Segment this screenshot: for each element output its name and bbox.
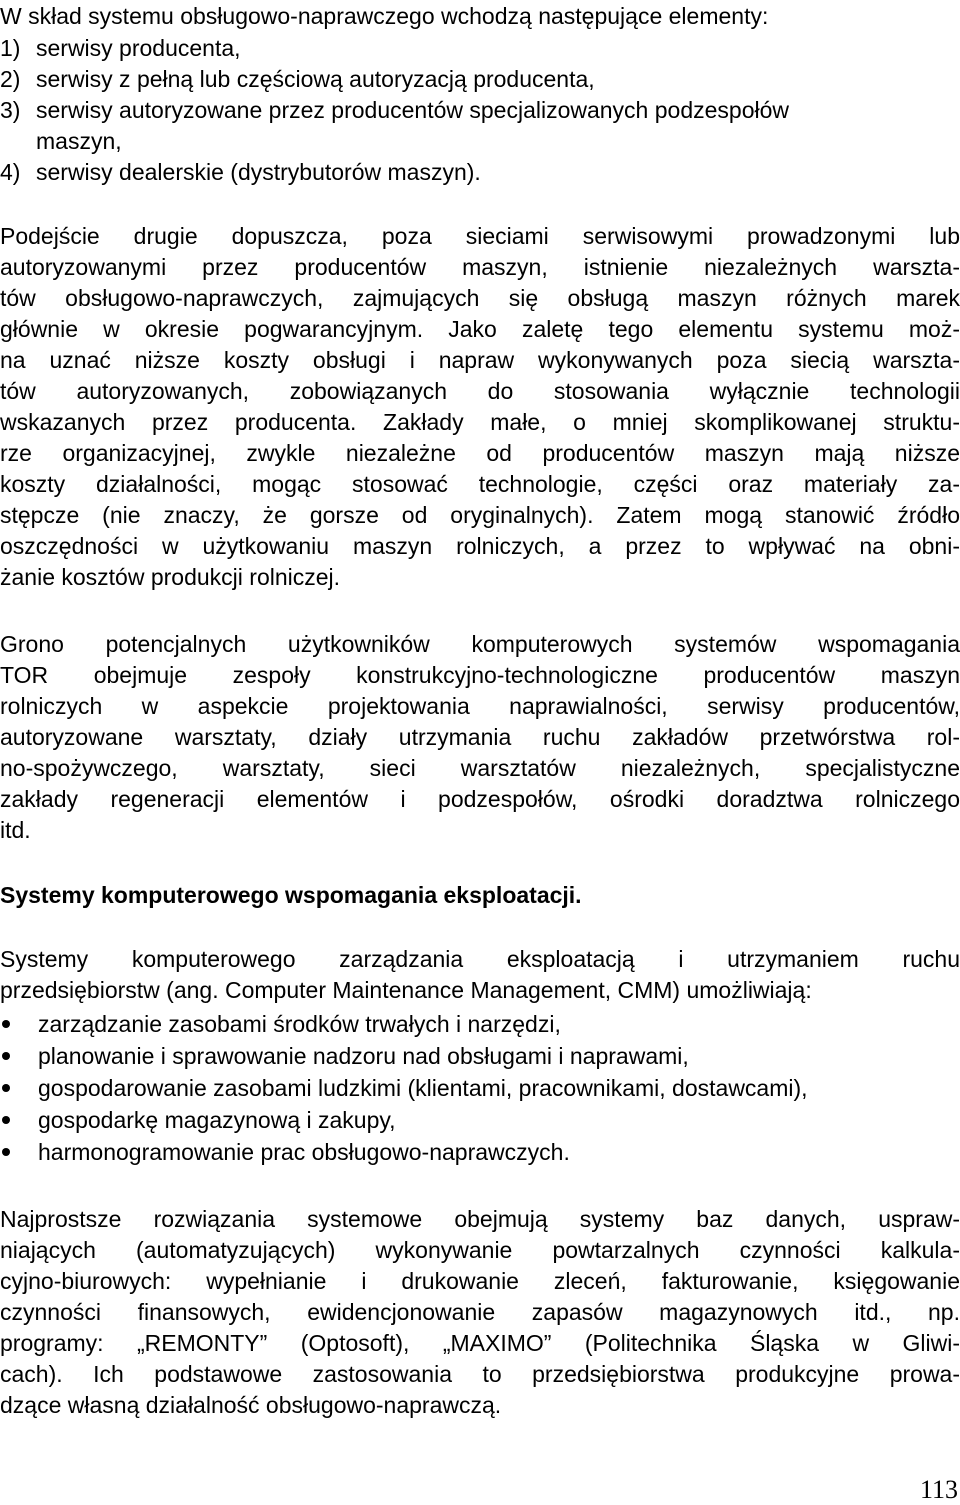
paragraph-line: TOR obejmuje zespoły konstrukcyjno-technologiczne producentów maszyn <box>0 662 960 688</box>
paragraph-line: żanie kosztów produkcji rolniczej. <box>0 564 341 590</box>
paragraph-line: przedsiębiorstw (ang. Computer Maintenance Management, CMM) umożliwiają: <box>0 977 812 1003</box>
paragraph-line: wskazanych przez producenta. Zakłady małe, o mniej skomplikowanej struktu- <box>0 409 960 435</box>
list-item-number: 1) <box>0 35 21 61</box>
list-item-text: serwisy z pełną lub częściową autoryzacją producenta, <box>36 66 595 92</box>
page-number: 113 <box>919 1475 958 1504</box>
paragraph-line: cyjno-biurowych: wypełnianie i drukowanie zleceń, fakturowanie, księgowanie <box>0 1268 960 1294</box>
bullet-text: zarządzanie zasobami środków trwałych i narzędzi, <box>38 1011 561 1037</box>
bullet-item <box>0 1138 960 1166</box>
bullet-text: harmonogramowanie prac obsługowo-naprawczych. <box>38 1139 570 1165</box>
list-item-continuation <box>36 127 122 155</box>
paragraph-line: tów obsługowo-naprawczych, zajmujących się obsługą maszyn różnych marek <box>0 285 960 311</box>
list-item-text: serwisy dealerskie (dystrybutorów maszyn). <box>36 159 481 185</box>
paragraph-line: Systemy komputerowego zarządzania eksploatacją i utrzymaniem ruchu <box>0 946 960 972</box>
paragraph-line: cach). Ich podstawowe zastosowania to przedsiębiorstwa produkcyjne prowa- <box>0 1361 960 1387</box>
paragraph-line: Podejście drugie dopuszcza, poza sieciami serwisowymi prowadzonymi lub <box>0 223 960 249</box>
paragraph-line: stępcze (nie znaczy, że gorsze od oryginalnych). Zatem mogą stanowić źródło <box>0 502 960 528</box>
bullet-icon <box>2 1116 10 1124</box>
list-item <box>0 158 481 186</box>
list-item-text: serwisy producenta, <box>36 35 241 61</box>
bullet-text: gospodarkę magazynową i zakupy, <box>38 1107 396 1133</box>
paragraph-line: Grono potencjalnych użytkowników komputerowych systemów wspomagania <box>0 631 960 657</box>
paragraph-line: koszty działalności, mogąc stosować technologie, części oraz materiały za- <box>0 471 960 497</box>
paragraph-line: oszczędności w użytkowaniu maszyn rolniczych, a przez to wpływać na obni- <box>0 533 960 559</box>
paragraph-line: czynności finansowych, ewidencjonowanie zapasów magazynowych itd., np. <box>0 1299 960 1325</box>
paragraph-line: autoryzowane warsztaty, działy utrzymania ruchu zakładów przetwórstwa rol- <box>0 724 960 750</box>
paragraph-line: no-spożywczego, warsztaty, sieci warsztatów niezależnych, specjalistyczne <box>0 755 960 781</box>
paragraph-line: zakłady regeneracji elementów i podzespołów, ośrodki doradztwa rolniczego <box>0 786 960 812</box>
bullet-item <box>0 1042 960 1070</box>
list-item-text: serwisy autoryzowane przez producentów specjalizowanych podzespołów <box>36 97 790 123</box>
paragraph-line: itd. <box>0 817 31 843</box>
bullet-icon <box>2 1020 10 1028</box>
list-item <box>0 34 241 62</box>
list-item <box>0 96 790 124</box>
bullet-item <box>0 1010 960 1038</box>
bullet-icon <box>2 1084 10 1092</box>
paragraph-line: dzące własną działalność obsługowo-naprawczą. <box>0 1392 502 1418</box>
bullet-text: planowanie i sprawowanie nadzoru nad obsługami i naprawami, <box>38 1043 689 1069</box>
list-item-number: 4) <box>0 159 21 185</box>
list-intro: W skład systemu obsługowo-naprawczego wchodzą następujące elementy: <box>0 3 769 29</box>
bullet-item <box>0 1106 960 1134</box>
list-item-number: 3) <box>0 97 21 123</box>
bullet-icon <box>2 1148 10 1156</box>
section-heading: Systemy komputerowego wspomagania eksploatacji. <box>0 882 582 908</box>
paragraph-line: Najprostsze rozwiązania systemowe obejmują systemy baz danych, uspraw- <box>0 1206 960 1232</box>
paragraph-line: niających (automatyzujących) wykonywanie powtarzalnych czynności kalkula- <box>0 1237 960 1263</box>
list-item-text: maszyn, <box>36 128 122 154</box>
list-item-number: 2) <box>0 66 21 92</box>
paragraph-line: autoryzowanymi przez producentów maszyn, istnienie niezależnych warszta- <box>0 254 960 280</box>
paragraph-line: tów autoryzowanych, zobowiązanych do stosowania wyłącznie technologii <box>0 378 960 404</box>
paragraph-line: rze organizacyjnej, zwykle niezależne od producentów maszyn mają niższe <box>0 440 960 466</box>
bullet-text: gospodarowanie zasobami ludzkimi (klientami, pracownikami, dostawcami), <box>38 1075 808 1101</box>
bullet-icon <box>2 1052 10 1060</box>
paragraph-line: rolniczych w aspekcie projektowania naprawialności, serwisy producentów, <box>0 693 960 719</box>
paragraph-line: na uznać niższe koszty obsługi i napraw wykonywanych poza siecią warszta- <box>0 347 960 373</box>
paragraph-line: programy: „REMONTY” (Optosoft), „MAXIMO” (Politechnika Śląska w Gliwi- <box>0 1330 960 1356</box>
paragraph-line: głównie w okresie pogwarancyjnym. Jako zaletę tego elementu systemu moż- <box>0 316 960 342</box>
bullet-item <box>0 1074 960 1102</box>
list-item <box>0 65 595 93</box>
